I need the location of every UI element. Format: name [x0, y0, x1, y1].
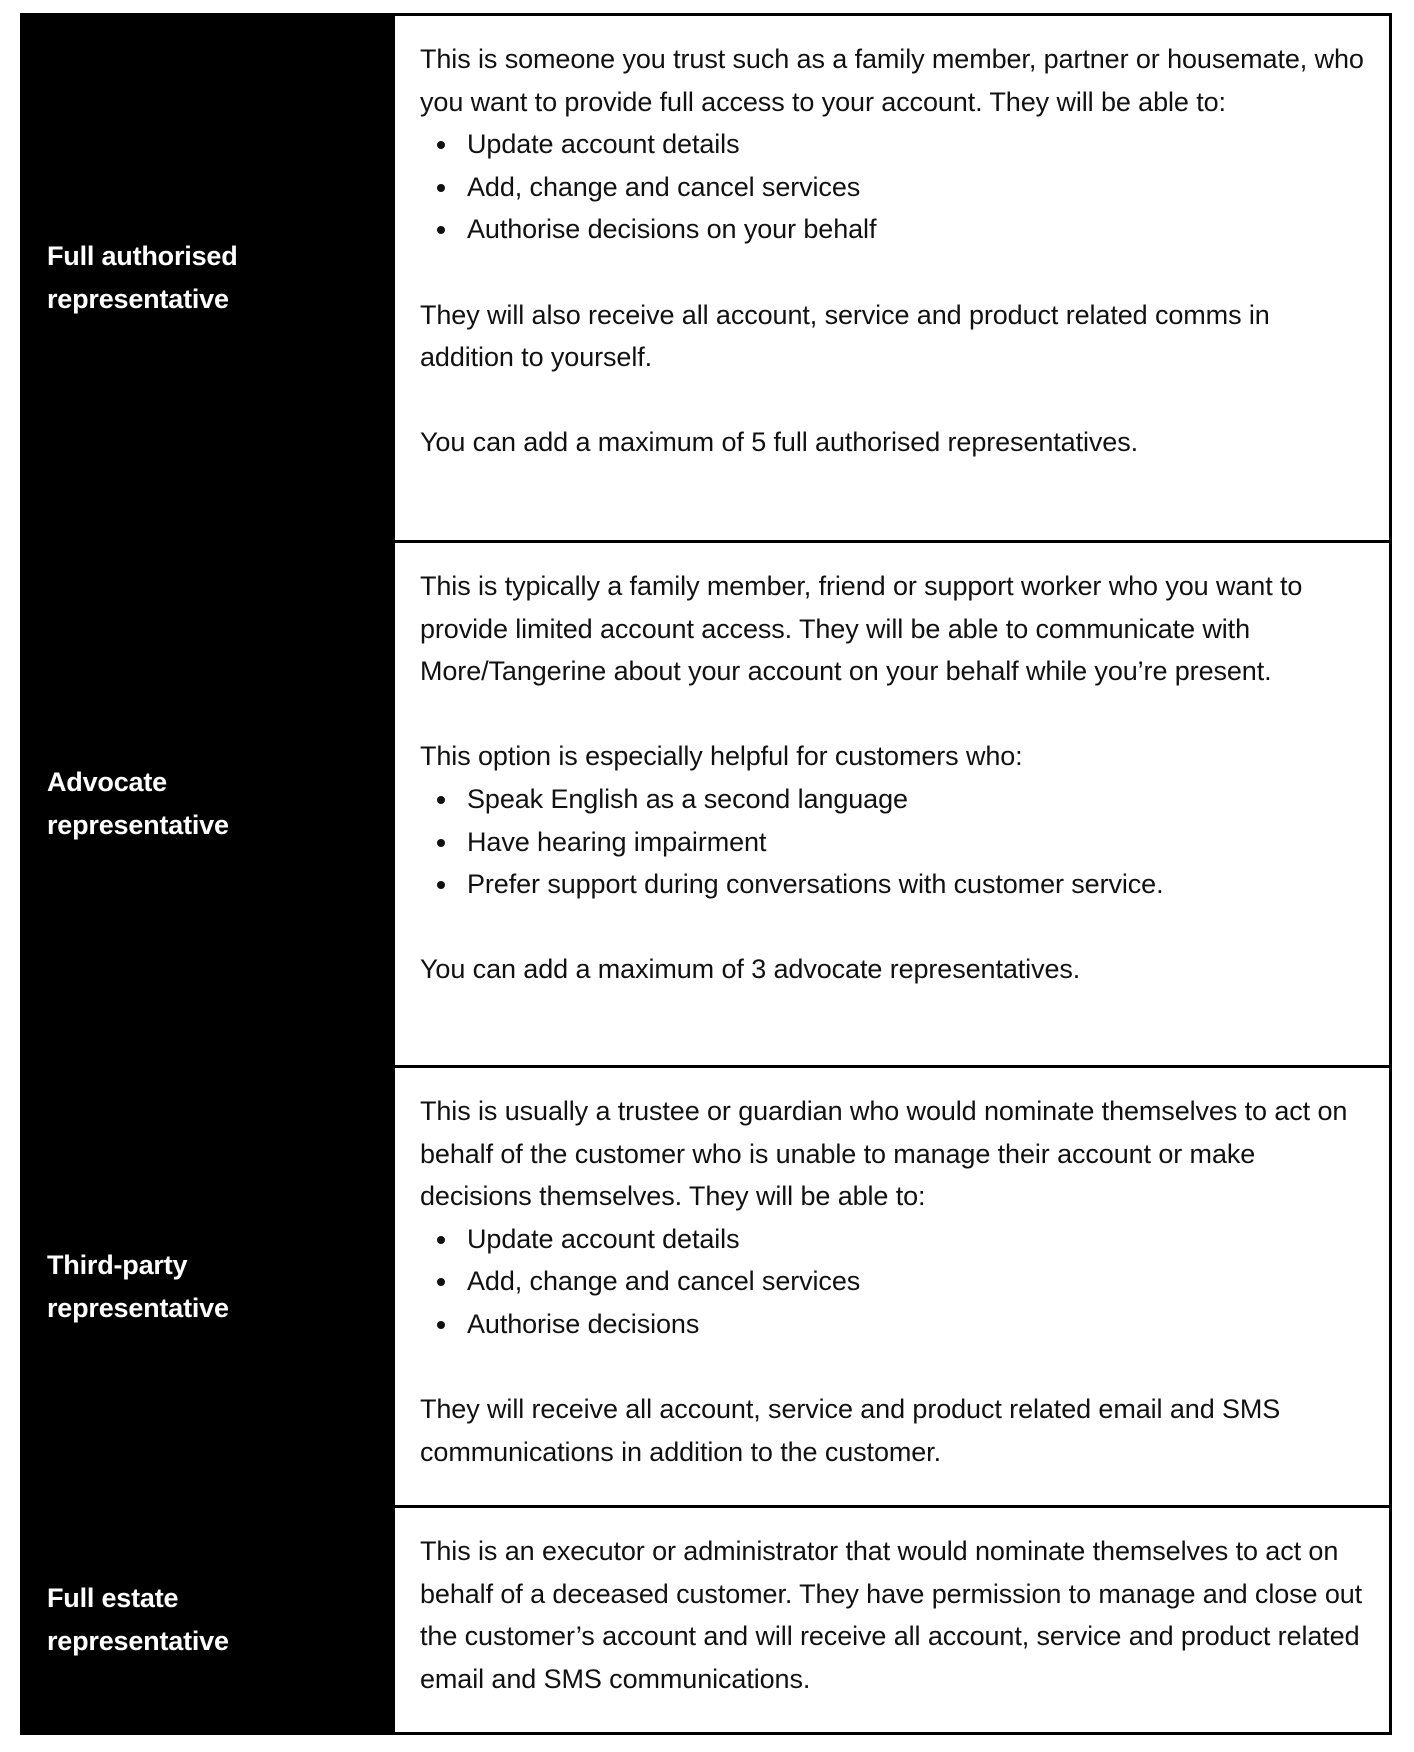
bullet-icon: [437, 184, 445, 192]
paragraph-spacer: [420, 693, 1369, 736]
maximum-note: You can add a maximum of 3 advocate representatives.: [420, 954, 1081, 985]
list-item: [420, 1218, 1369, 1261]
list-item-text: Add, change and cancel services: [467, 171, 861, 202]
customer-needs-list: [420, 778, 1369, 906]
list-item-text: Authorise decisions: [467, 1308, 700, 1339]
row-header-cell: [20, 16, 395, 540]
representative-types-table: [20, 13, 1392, 1735]
list-item: [420, 166, 1369, 209]
bullet-icon: [437, 839, 445, 847]
table-row-third-party-representative: [20, 1068, 1389, 1508]
bullet-icon: [437, 1278, 445, 1286]
list-item: [420, 821, 1369, 864]
row-header-cell: [20, 1068, 395, 1505]
list-item: [420, 123, 1369, 166]
bullet-icon: [437, 1321, 445, 1329]
description-cell: [395, 1508, 1389, 1732]
bullet-icon: [437, 796, 445, 804]
row-header-cell: [20, 543, 395, 1065]
description-cell: [395, 543, 1389, 1065]
table-row-full-estate-representative: [20, 1508, 1389, 1732]
description-paragraph: They will receive all account, service and product related email and SMS communications in addition to the customer.: [420, 1394, 1281, 1467]
description-cell: [395, 1068, 1389, 1505]
row-header-cell: [20, 1508, 395, 1732]
description-intro: This is an executor or administrator that would nominate themselves to act on behalf of a deceased customer. They have permission to manage and close out the customer’s account and will receive all account, service and product related email and SMS communications.: [420, 1536, 1363, 1694]
maximum-note: You can add a maximum of 5 full authorised representatives.: [420, 427, 1139, 458]
paragraph-spacer: [420, 906, 1369, 949]
list-item: [420, 1303, 1369, 1346]
row-label: Advocate representative: [47, 767, 229, 840]
description-intro: This is usually a trustee or guardian who would nominate themselves to act on behalf of the customer who is unable to manage their account or make decisions themselves. They will be able to:: [420, 1096, 1348, 1212]
list-item-text: Authorise decisions on your behalf: [467, 214, 877, 245]
bullet-icon: [437, 226, 445, 234]
list-item-text: Prefer support during conversations with customer service.: [467, 869, 1164, 900]
paragraph-spacer: [420, 251, 1369, 294]
list-item-text: Speak English as a second language: [467, 783, 908, 814]
list-item: [420, 1260, 1369, 1303]
description-intro: This is someone you trust such as a family member, partner or housemate, who you want to provide full access to your account. They will be able to:: [420, 44, 1364, 117]
list-item-text: Add, change and cancel services: [467, 1266, 861, 1297]
description-cell: [395, 16, 1389, 540]
table-row-advocate-representative: [20, 543, 1389, 1068]
list-item-text: Have hearing impairment: [467, 826, 767, 857]
table-row-full-authorised-representative: [20, 16, 1389, 543]
bullet-icon: [437, 1236, 445, 1244]
paragraph-spacer: [420, 379, 1369, 422]
permissions-list: [420, 1218, 1369, 1346]
paragraph-spacer: [420, 1346, 1369, 1389]
description-lead: This option is especially helpful for customers who:: [420, 741, 1023, 772]
bullet-icon: [437, 881, 445, 889]
row-label: Full estate representative: [47, 1583, 229, 1656]
list-item: [420, 208, 1369, 251]
description-intro: This is typically a family member, friend or support worker who you want to provide limited account access. They will be able to communicate with More/Tangerine about your account on your behalf while you’re present.: [420, 571, 1303, 687]
row-label: Third-party representative: [47, 1249, 229, 1323]
list-item: [420, 778, 1369, 821]
row-label: Full authorised representative: [47, 241, 238, 314]
list-item-text: Update account details: [467, 1223, 740, 1254]
list-item: [420, 863, 1369, 906]
bullet-icon: [437, 141, 445, 149]
permissions-list: [420, 123, 1369, 251]
list-item-text: Update account details: [467, 129, 740, 160]
description-paragraph: They will also receive all account, service and product related comms in addition to yourself.: [420, 299, 1270, 373]
